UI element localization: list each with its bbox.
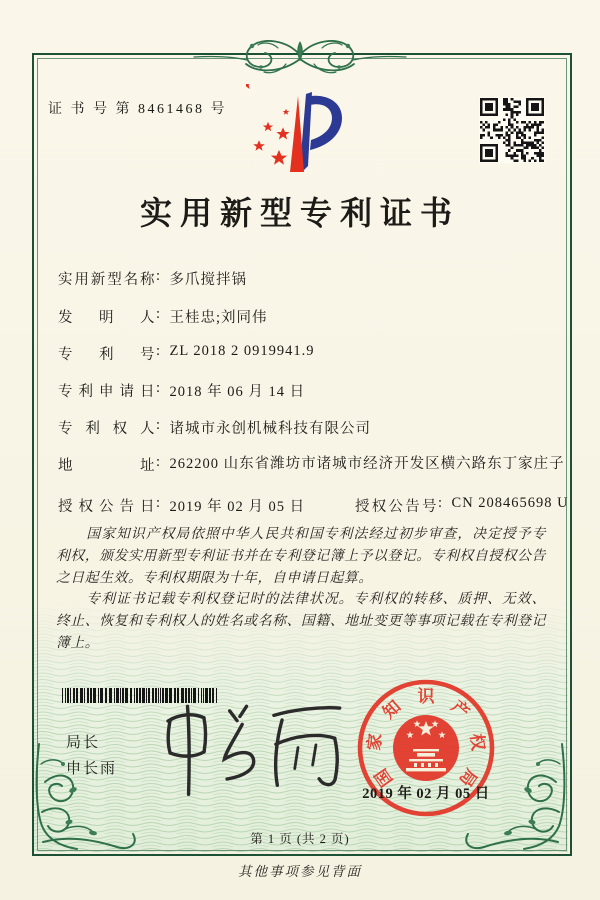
field-colon: :	[156, 454, 161, 470]
field-colon: :	[156, 417, 161, 433]
field-value: ZL 2018 2 0919941.9	[169, 343, 315, 359]
field-row-patentee	[58, 417, 371, 438]
legal-paragraph: 专利证书记载专利权登记时的法律状况。专利权的转移、质押、无效、终止、恢复和专利权人的姓名或名称、国籍、地址变更等事项记载在专利登记簿上。	[56, 591, 546, 650]
field-colon: :	[156, 306, 161, 322]
svg-text:产: 产	[447, 696, 473, 723]
field-colon: :	[156, 380, 161, 396]
cnipa-patent-logo-icon	[246, 84, 354, 180]
field-row-inventor	[58, 306, 268, 327]
certificate-title: 实用新型专利证书	[139, 195, 460, 231]
field-value: 王桂忠;刘同伟	[169, 310, 268, 326]
qr-code	[479, 97, 545, 163]
field-row-grant-date	[58, 495, 569, 516]
field-label: 发明人	[58, 310, 155, 326]
field-row-name	[58, 268, 247, 289]
reverse-side-note: 其他事项参见背面	[238, 864, 362, 879]
field-label: 专利权人	[58, 421, 155, 437]
svg-text:权: 权	[466, 732, 488, 752]
field-label: 地址	[58, 458, 155, 474]
field-value: CN 208465698 U	[451, 495, 569, 511]
field-colon: :	[156, 343, 161, 359]
svg-text:知: 知	[379, 696, 405, 723]
field-value: 262200 山东省潍坊市诸城市经济开发区横六路东丁家庄子	[169, 456, 565, 472]
field-value: 2019 年 02 月 05 日	[169, 499, 306, 515]
signer-name: 申长雨	[66, 761, 118, 777]
field-value: 诸城市永创机械科技有限公司	[169, 421, 372, 437]
field-row-address	[58, 454, 594, 475]
signer-title: 局长	[66, 735, 101, 751]
field-colon: :	[438, 495, 443, 511]
field-label: 授权公告号	[355, 499, 437, 515]
field-colon: :	[156, 495, 161, 511]
national-emblem	[393, 715, 459, 781]
field-value: 多爪搅拌锅	[169, 272, 248, 288]
svg-text:局: 局	[455, 765, 481, 790]
director-signature	[155, 698, 355, 798]
field-value: 2018 年 06 月 14 日	[169, 384, 306, 400]
svg-text:识: 识	[417, 687, 435, 706]
field-label: 专利号	[58, 347, 155, 363]
field-grant-publication-number	[355, 495, 569, 516]
field-label: 授权公告日	[58, 499, 155, 515]
legal-paragraph: 国家知识产权局依照中华人民共和国专利法经过初步审查，决定授予专利权，颁发实用新型专利证书并在专利登记簿上予以登记。专利权自授权公告之日起生效。专利权期限为十年，自申请日起算。	[56, 526, 546, 585]
top-scroll-ornament	[190, 30, 410, 82]
field-label: 专利申请日	[58, 384, 155, 400]
field-label: 实用新型名称	[58, 272, 155, 288]
field-row-patent-number	[58, 343, 314, 364]
legal-text	[56, 523, 546, 654]
svg-text:家: 家	[364, 732, 386, 752]
seal-date: 2019 年 02 月 05 日	[362, 786, 490, 802]
field-row-filing-date	[58, 380, 305, 401]
page-indicator: 第 1 页 (共 2 页)	[250, 832, 350, 846]
svg-text:国: 国	[371, 765, 397, 790]
certificate-number: 证 书 号 第 8461468 号	[48, 102, 227, 117]
signer-block	[66, 730, 117, 782]
field-colon: :	[156, 268, 161, 284]
